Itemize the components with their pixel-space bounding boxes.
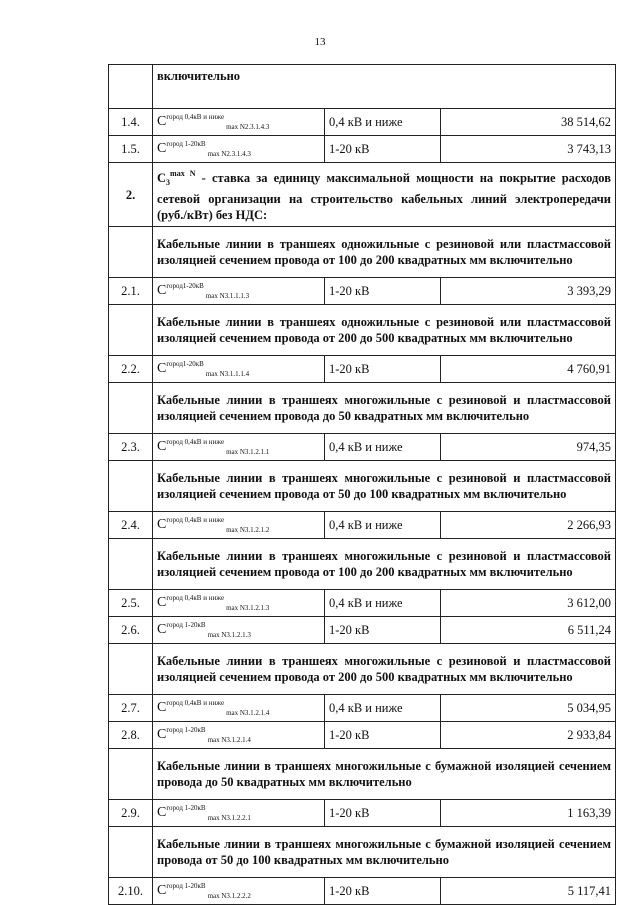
voltage-level: 1-20 кВ xyxy=(325,617,441,644)
rate-symbol: C xyxy=(157,114,167,129)
section-description: Кабельные линии в траншеях многожильные с бумажной изоляцией сечением провода от 50 до 100 квадратных мм включительно xyxy=(153,827,616,878)
rate-code-subscript: max N3.1.2.1.3 xyxy=(207,631,251,639)
section-row xyxy=(109,827,616,878)
row-number: 1.4. xyxy=(109,109,153,136)
page-number: 13 xyxy=(314,36,326,48)
section-description: Кабельные линии в траншеях многожильные с резиновой и пластмассовой изоляцией сечением провода от 50 до 100 квадратных мм включительно xyxy=(153,461,616,512)
tariff-row xyxy=(109,434,616,461)
tariff-table xyxy=(108,64,616,905)
row-number: 2.6. xyxy=(109,617,153,644)
rate-code-superscript: город 1-20кВ xyxy=(166,140,206,148)
rate-code-subscript: max N3.1.1.1.3 xyxy=(205,292,250,300)
section-description: Кабельные линии в траншеях многожильные с бумажной изоляцией сечением провода до 50 квадратных мм включительно xyxy=(153,749,616,800)
section-row xyxy=(109,539,616,590)
row-number: 2.9. xyxy=(109,800,153,827)
rate-superscript: max N xyxy=(170,169,196,178)
voltage-level: 1-20 кВ xyxy=(325,722,441,749)
tariff-row xyxy=(109,878,616,905)
row-number-cell xyxy=(109,65,153,109)
rate-value: 6 511,24 xyxy=(441,617,616,644)
rate-code-subscript: max N3.1.2.1.1 xyxy=(226,448,270,456)
section-row xyxy=(109,227,616,278)
rate-value: 5 034,95 xyxy=(441,695,616,722)
row-number: 2.10. xyxy=(109,878,153,905)
rate-value: 38 514,62 xyxy=(441,109,616,136)
row-number-cell xyxy=(109,749,153,800)
rate-value: 5 117,41 xyxy=(441,878,616,905)
section-description: Кабельные линии в траншеях многожильные с резиновой и пластмассовой изоляцией сечением провода до 50 квадратных мм включительно xyxy=(153,383,616,434)
rate-code-superscript: город 0,4кВ и ниже xyxy=(166,699,225,707)
rate-symbol: C xyxy=(157,700,167,715)
tariff-row xyxy=(109,109,616,136)
rate-symbol: C xyxy=(157,517,167,532)
rate-code-subscript: max N3.1.2.2.2 xyxy=(207,892,251,900)
rate-value: 3 743,13 xyxy=(441,136,616,163)
rate-symbol: C xyxy=(157,595,167,610)
tariff-table-body xyxy=(109,65,616,905)
rate-code xyxy=(153,695,325,722)
row-number-cell xyxy=(109,461,153,512)
row-number-cell xyxy=(109,644,153,695)
tariff-row xyxy=(109,590,616,617)
row-number-cell xyxy=(109,227,153,278)
rate-code-subscript: max N3.1.1.1.4 xyxy=(205,370,250,378)
rate-code-superscript: город1-20кВ xyxy=(166,282,204,290)
rate-value: 3 612,00 xyxy=(441,590,616,617)
rate-code xyxy=(153,590,325,617)
rate-code-subscript: max N2.3.1.4.3 xyxy=(207,150,251,158)
rate-code-superscript: город 0,4кВ и ниже xyxy=(166,113,225,121)
section-row xyxy=(109,644,616,695)
rate-value: 2 933,84 xyxy=(441,722,616,749)
rate-code xyxy=(153,109,325,136)
section-row xyxy=(109,305,616,356)
rate-code-subscript: max N3.1.2.2.1 xyxy=(207,814,251,822)
row-number: 2.5. xyxy=(109,590,153,617)
rate-code xyxy=(153,512,325,539)
tariff-row xyxy=(109,695,616,722)
rate-code xyxy=(153,878,325,905)
rate-symbol: C xyxy=(157,439,167,454)
rate-code-superscript: город 0,4кВ и ниже xyxy=(166,438,225,446)
voltage-level: 1-20 кВ xyxy=(325,800,441,827)
rate-value: 1 163,39 xyxy=(441,800,616,827)
rate-code xyxy=(153,278,325,305)
row-number-cell xyxy=(109,383,153,434)
voltage-level: 0,4 кВ и ниже xyxy=(325,512,441,539)
rate-code-subscript: max N2.3.1.4.3 xyxy=(226,123,270,131)
rate-code-subscript: max N3.1.2.1.3 xyxy=(226,604,270,612)
rate-text: - ставка за единицу максимальной мощности на покрытие расходов сетевой организации на строительство кабельных линий электропередачи (руб./кВт) без НДС: xyxy=(157,171,611,222)
rate-symbol: C xyxy=(157,141,167,156)
rate-subscript: 3 xyxy=(166,178,171,187)
tariff-row xyxy=(109,617,616,644)
row-number-cell xyxy=(109,305,153,356)
rate-symbol: C xyxy=(157,171,167,185)
section-description: Кабельные линии в траншеях одножильные с резиновой или пластмассовой изоляцией сечением провода от 200 до 500 квадратных мм включительно xyxy=(153,305,616,356)
voltage-level: 0,4 кВ и ниже xyxy=(325,109,441,136)
voltage-level: 1-20 кВ xyxy=(325,278,441,305)
rate-description xyxy=(153,163,616,227)
voltage-level: 1-20 кВ xyxy=(325,356,441,383)
section-description: включительно xyxy=(153,65,616,109)
section-row xyxy=(109,749,616,800)
rate-symbol: C xyxy=(157,622,167,637)
continuation-row xyxy=(109,65,616,109)
rate-value: 974,35 xyxy=(441,434,616,461)
section-description: Кабельные линии в траншеях многожильные с резиновой и пластмассовой изоляцией сечением провода от 200 до 500 квадратных мм включительно xyxy=(153,644,616,695)
rate-value: 2 266,93 xyxy=(441,512,616,539)
rate-code-subscript: max N3.1.2.1.4 xyxy=(207,736,251,744)
row-number: 2.7. xyxy=(109,695,153,722)
tariff-row xyxy=(109,136,616,163)
section-row xyxy=(109,461,616,512)
rate-code-superscript: город 1-20кВ xyxy=(166,726,206,734)
row-number: 2.3. xyxy=(109,434,153,461)
rate-symbol: C xyxy=(157,283,167,298)
rate-symbol: C xyxy=(157,727,167,742)
rate-code xyxy=(153,617,325,644)
voltage-level: 0,4 кВ и ниже xyxy=(325,590,441,617)
rate-code-subscript: max N3.1.2.1.2 xyxy=(226,526,270,534)
tariff-row xyxy=(109,278,616,305)
row-number: 2. xyxy=(109,163,153,227)
rate-code-superscript: город 1-20кВ xyxy=(166,804,206,812)
tariff-row xyxy=(109,800,616,827)
row-number: 2.4. xyxy=(109,512,153,539)
section-row xyxy=(109,383,616,434)
rate-code-superscript: город1-20кВ xyxy=(166,360,204,368)
rate-code-subscript: max N3.1.2.1.4 xyxy=(226,709,270,717)
rate-code xyxy=(153,800,325,827)
row-number: 1.5. xyxy=(109,136,153,163)
section-description: Кабельные линии в траншеях одножильные с резиновой или пластмассовой изоляцией сечением провода от 100 до 200 квадратных мм включительно xyxy=(153,227,616,278)
rate-code-superscript: город 0,4кВ и ниже xyxy=(166,594,225,602)
voltage-level: 1-20 кВ xyxy=(325,878,441,905)
row-number-cell xyxy=(109,539,153,590)
rate-value: 3 393,29 xyxy=(441,278,616,305)
voltage-level: 0,4 кВ и ниже xyxy=(325,434,441,461)
row-number-cell xyxy=(109,827,153,878)
rate-heading-row xyxy=(109,163,616,227)
rate-code xyxy=(153,136,325,163)
rate-code-superscript: город 1-20кВ xyxy=(166,621,206,629)
voltage-level: 0,4 кВ и ниже xyxy=(325,695,441,722)
row-number: 2.1. xyxy=(109,278,153,305)
tariff-row xyxy=(109,722,616,749)
rate-code xyxy=(153,434,325,461)
row-number: 2.8. xyxy=(109,722,153,749)
row-number: 2.2. xyxy=(109,356,153,383)
rate-value: 4 760,91 xyxy=(441,356,616,383)
tariff-row xyxy=(109,356,616,383)
section-description: Кабельные линии в траншеях многожильные с резиновой и пластмассовой изоляцией сечением провода от 100 до 200 квадратных мм включительно xyxy=(153,539,616,590)
rate-symbol: C xyxy=(157,361,167,376)
voltage-level: 1-20 кВ xyxy=(325,136,441,163)
rate-code-superscript: город 0,4кВ и ниже xyxy=(166,516,225,524)
rate-symbol: C xyxy=(157,805,167,820)
tariff-row xyxy=(109,512,616,539)
rate-code-superscript: город 1-20кВ xyxy=(166,882,206,890)
rate-code xyxy=(153,356,325,383)
rate-symbol: C xyxy=(157,883,167,898)
rate-code xyxy=(153,722,325,749)
